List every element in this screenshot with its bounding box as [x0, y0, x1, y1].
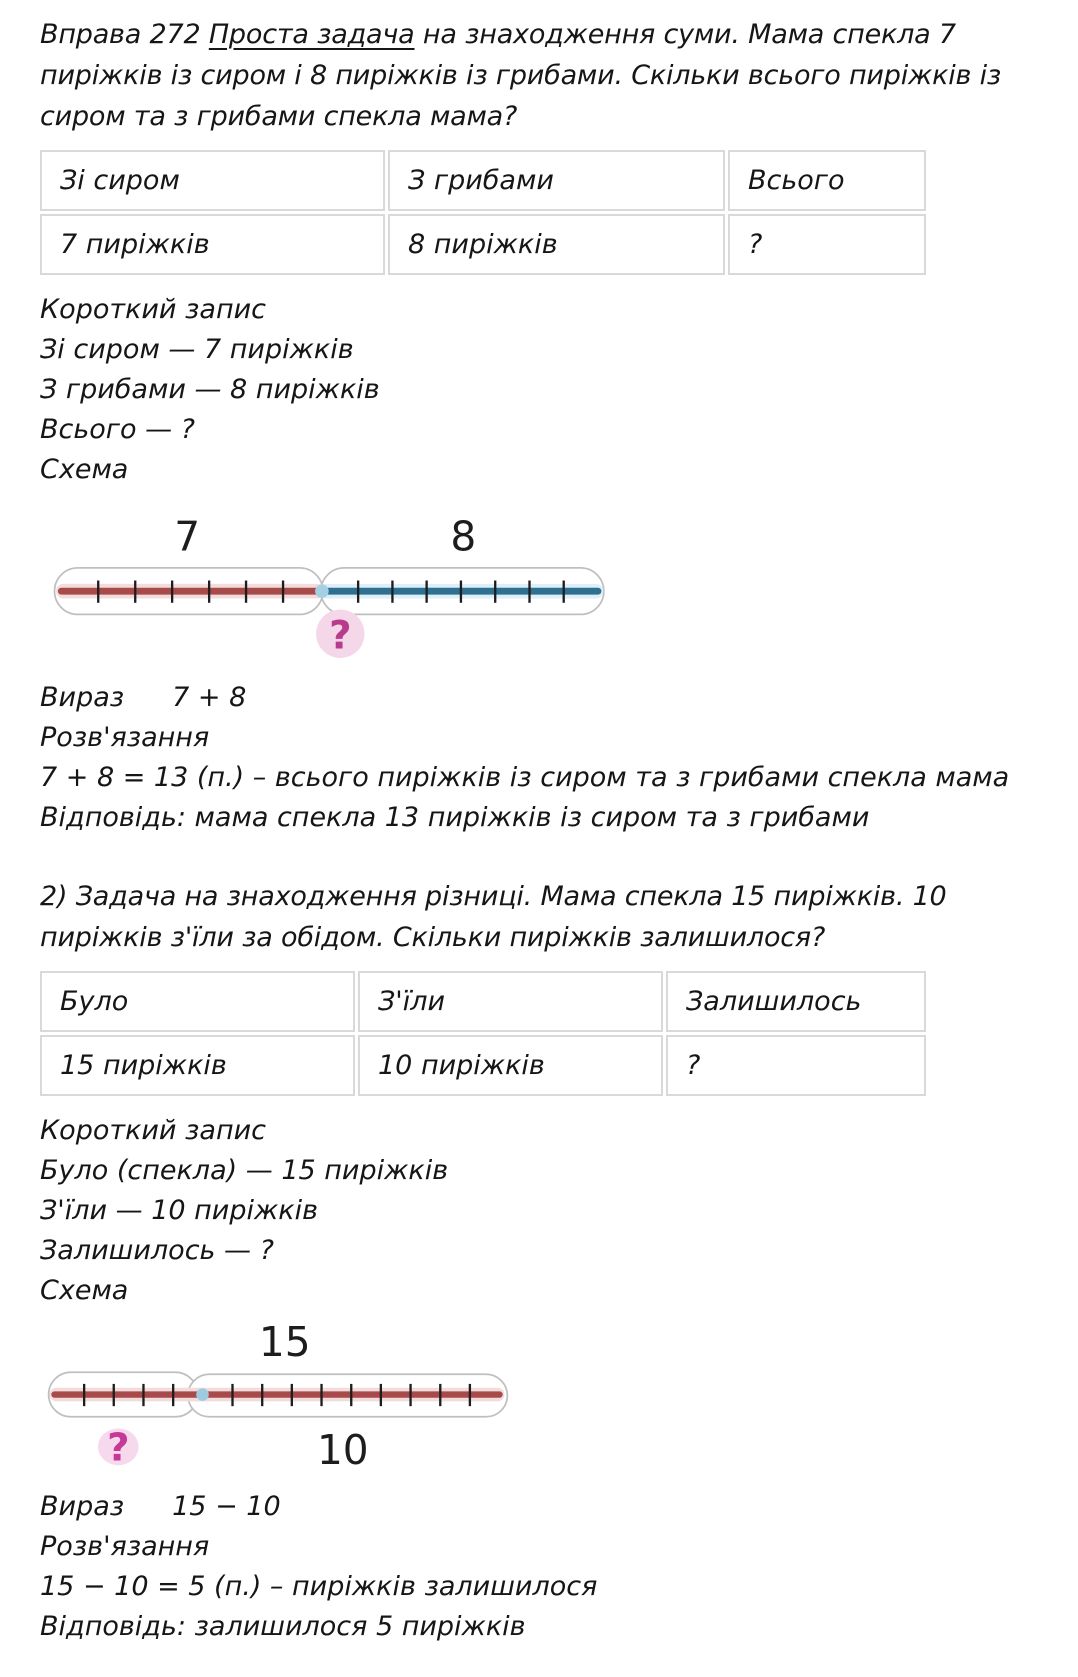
junction-dot [196, 1388, 209, 1401]
task1-summary-table [37, 147, 929, 278]
task1-short-record-line: Всього — ? [40, 414, 195, 445]
task2-header-cell-was: Було [40, 971, 355, 1032]
task2-schema-title: Схема [40, 1275, 129, 1306]
expression-label: Вираз [40, 1491, 125, 1522]
task2-short-record-line: Було (спекла) — 15 пиріжків [40, 1155, 449, 1186]
right-part-label: 8 [450, 512, 477, 561]
task2-solution-title: Розв'язання [40, 1531, 210, 1562]
task1-solution-title: Розв'язання [40, 722, 210, 753]
task2-table-value-row [40, 1035, 926, 1096]
task1-intro-rest: на знаходження суми. Мама спекла 7 пиріжків із сиром і 8 пиріжків із грибами. Скільки всього пиріжків із сиром та з грибами спекла мама? [40, 19, 1002, 132]
expression-value: 7 + 8 [172, 682, 247, 713]
task1-short-record-line: Зі сиром — 7 пиріжків [40, 334, 354, 365]
task2-value-cell-left: ? [666, 1035, 926, 1096]
task2-short-record-line: Залишилось — ? [40, 1235, 274, 1266]
task2-expression-line [40, 1487, 1040, 1527]
task1-intro-paragraph [40, 14, 1040, 137]
question-mark: ? [329, 613, 352, 659]
task2-short-record-title: Короткий запис [40, 1115, 267, 1146]
task2-table-header-row [40, 971, 926, 1032]
task2-header-cell-eaten: З'їли [358, 971, 663, 1032]
task2-value-cell-was: 15 пиріжків [40, 1035, 355, 1096]
task1-expression-line [40, 678, 1040, 718]
expression-label: Вираз [40, 682, 125, 713]
task2-intro-paragraph: 2) Задача на знаходження різниці. Мама спекла 15 пиріжків. 10 пиріжків з'їли за обідом. Скільки пиріжків залишилося? [40, 881, 947, 953]
task2-header-cell-left: Залишилось [666, 971, 926, 1032]
task2-section [40, 876, 1040, 1647]
left-part-label: 7 [174, 512, 201, 561]
junction-dot [315, 584, 329, 598]
task1-solution-line: 7 + 8 = 13 (п.) – всього пиріжків із сиром та з грибами спекла мама [40, 762, 1010, 793]
task1-header-cell-cheese: Зі сиром [40, 150, 385, 211]
task1-table-value-row [40, 214, 926, 275]
task2-short-record-line: З'їли — 10 пиріжків [40, 1195, 319, 1226]
task1-table-header-row [40, 150, 926, 211]
task2-value-cell-eaten: 10 пиріжків [358, 1035, 663, 1096]
subtracted-label: 10 [316, 1426, 369, 1471]
task2-solution-line: 15 − 10 = 5 (п.) – пиріжків залишилося [40, 1571, 598, 1602]
task1-value-cell-mushrooms: 8 пиріжків [388, 214, 725, 275]
task1-answer-line: Відповідь: мама спекла 13 пиріжків із сиром та з грибами [40, 802, 870, 833]
question-mark: ? [107, 1425, 130, 1471]
task1-intro-prefix: Вправа 272 [40, 19, 209, 50]
task2-summary-table [37, 968, 929, 1099]
task1-schema-title: Схема [40, 454, 129, 485]
task1-short-record-line: З грибами — 8 пиріжків [40, 374, 380, 405]
task1-value-cell-total: ? [728, 214, 926, 275]
task2-answer-line: Відповідь: залишилося 5 пиріжків [40, 1611, 526, 1642]
task1-header-cell-mushrooms: З грибами [388, 150, 725, 211]
task1-value-cell-cheese: 7 пиріжків [40, 214, 385, 275]
task1-type-underlined: Проста задача [208, 19, 415, 50]
sum-schema-diagram [40, 500, 660, 662]
task1-short-record-title: Короткий запис [40, 294, 267, 325]
difference-schema-diagram [40, 1321, 545, 1471]
total-label: 15 [258, 1321, 311, 1366]
expression-value: 15 − 10 [172, 1491, 281, 1522]
task1-header-cell-total: Всього [728, 150, 926, 211]
